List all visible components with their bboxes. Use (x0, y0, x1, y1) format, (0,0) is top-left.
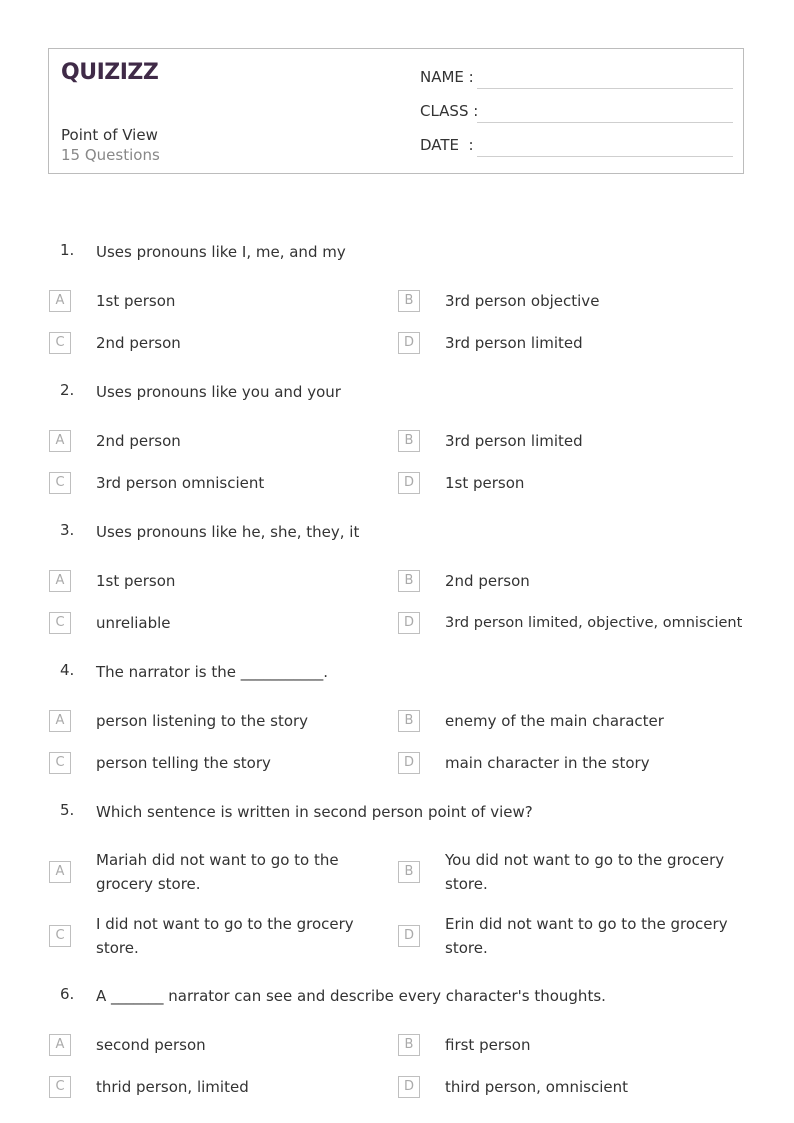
option-b-text: 3rd person limited (445, 432, 583, 450)
option-b-text: You did not want to go to the grocery store. (445, 851, 725, 893)
option-a-text: 2nd person (96, 432, 181, 450)
option-a-text: 1st person (96, 292, 176, 310)
option-b-text: first person (445, 1036, 531, 1054)
option-d-text: third person, omniscient (445, 1078, 629, 1096)
option-d-text: 3rd person limited, objective, omniscient (445, 615, 743, 631)
date-label: DATE : (420, 136, 474, 154)
option-c-box[interactable]: C (49, 332, 71, 354)
question-text: The narrator is the ___________. (96, 663, 329, 681)
option-d-box[interactable]: D (398, 472, 420, 494)
option-a-box[interactable]: A (49, 710, 71, 732)
option-c-box[interactable]: C (49, 472, 71, 494)
option-b-box[interactable]: B (398, 290, 420, 312)
option-c-text: thrid person, limited (96, 1078, 249, 1096)
question-count: 15 Questions (61, 146, 160, 164)
quizizz-logo: QUIZIZZ (61, 60, 159, 85)
question-number: 5. (60, 801, 75, 819)
option-d-text: Erin did not want to go to the grocery store. (445, 915, 728, 957)
option-c-text: person telling the story (96, 754, 271, 772)
option-a-text: second person (96, 1036, 206, 1054)
question-text: Uses pronouns like he, she, they, it (96, 523, 360, 541)
option-c-box[interactable]: C (49, 752, 71, 774)
question-text: Uses pronouns like I, me, and my (96, 243, 346, 261)
option-a-box[interactable]: A (49, 570, 71, 592)
option-a-text: person listening to the story (96, 712, 309, 730)
option-b-text: 2nd person (445, 572, 530, 590)
option-a-box[interactable]: A (49, 1034, 71, 1056)
question-number: 6. (60, 985, 75, 1003)
option-c-box[interactable]: C (49, 925, 71, 947)
option-b-box[interactable]: B (398, 1034, 420, 1056)
option-d-text: 1st person (445, 474, 525, 492)
option-d-text: 3rd person limited (445, 334, 583, 352)
class-line[interactable] (477, 122, 733, 123)
name-field[interactable] (420, 68, 733, 92)
question-number: 4. (60, 661, 75, 679)
option-c-text: I did not want to go to the grocery store. (96, 915, 354, 957)
class-field[interactable] (420, 102, 733, 126)
option-a-box[interactable]: A (49, 290, 71, 312)
date-field[interactable] (420, 136, 733, 160)
option-b-text: enemy of the main character (445, 712, 664, 730)
name-line[interactable] (477, 88, 733, 89)
option-b-box[interactable]: B (398, 570, 420, 592)
class-label: CLASS : (420, 102, 479, 120)
question-number: 2. (60, 381, 75, 399)
option-c-text: 3rd person omniscient (96, 474, 265, 492)
option-c-text: 2nd person (96, 334, 181, 352)
option-a-text: Mariah did not want to go to the grocery store. (96, 851, 339, 893)
question-text: A _______ narrator can see and describe every character's thoughts. (96, 987, 606, 1005)
date-line[interactable] (477, 156, 733, 157)
name-label: NAME : (420, 68, 474, 86)
option-c-box[interactable]: C (49, 1076, 71, 1098)
option-a-box[interactable]: A (49, 861, 71, 883)
option-b-box[interactable]: B (398, 710, 420, 732)
option-d-box[interactable]: D (398, 1076, 420, 1098)
question-number: 1. (60, 241, 75, 259)
option-d-box[interactable]: D (398, 612, 420, 634)
question-text: Uses pronouns like you and your (96, 383, 341, 401)
worksheet-title: Point of View (61, 126, 158, 144)
option-a-box[interactable]: A (49, 430, 71, 452)
option-b-box[interactable]: B (398, 861, 420, 883)
option-d-box[interactable]: D (398, 925, 420, 947)
question-text: Which sentence is written in second person point of view? (96, 803, 533, 821)
option-b-box[interactable]: B (398, 430, 420, 452)
option-a-text: 1st person (96, 572, 176, 590)
option-c-text: unreliable (96, 614, 171, 632)
worksheet-header (48, 48, 744, 174)
option-b-text: 3rd person objective (445, 292, 600, 310)
option-d-text: main character in the story (445, 754, 650, 772)
question-number: 3. (60, 521, 75, 539)
option-d-box[interactable]: D (398, 752, 420, 774)
option-d-box[interactable]: D (398, 332, 420, 354)
option-c-box[interactable]: C (49, 612, 71, 634)
